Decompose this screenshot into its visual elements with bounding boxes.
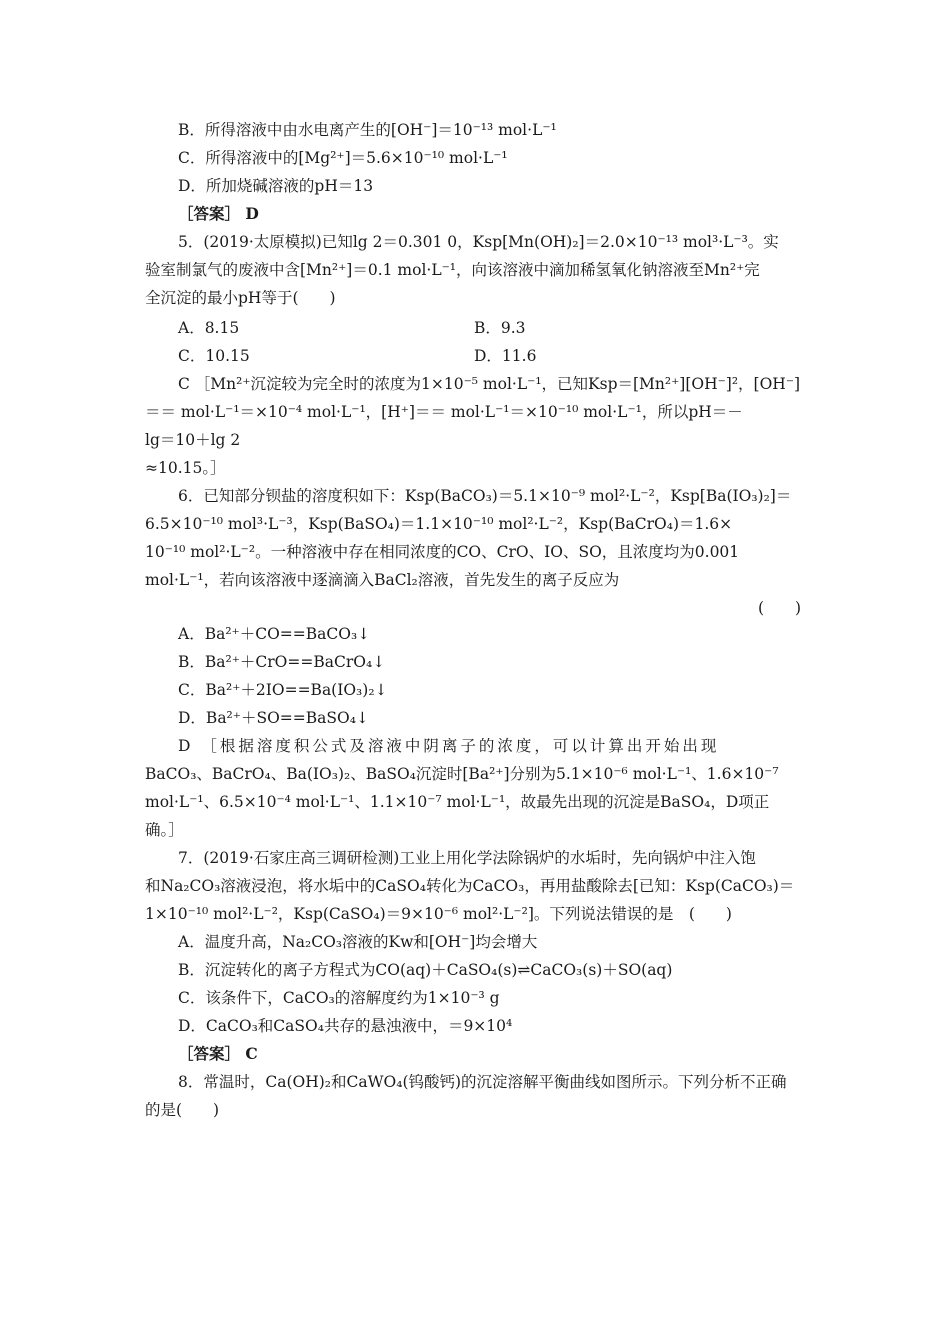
q5-stem-line-3: 全沉淀的最小pH等于( ) — [145, 289, 336, 307]
q5-stem-line-2: 验室制氯气的废液中含[Mn²⁺]＝0.1 mol·L⁻¹，向该溶液中滴加稀氢氧化钠溶液至Mn²⁺完 — [145, 261, 760, 279]
q6-explanation-line-3: mol·L⁻¹、6.5×10⁻⁴ mol·L⁻¹、1.1×10⁻⁷ mol·L⁻¹，故最先出现的沉淀是BaSO₄，D项正 — [145, 793, 770, 811]
q6-option-b: B．Ba²⁺＋CrO==BaCrO₄↓ — [178, 653, 386, 671]
q6-answer-blank: ( ) — [758, 599, 802, 617]
q6-explanation-line-4: 确。］ — [145, 821, 184, 839]
q5-explanation-line-1: C ［Mn²⁺沉淀较为完全时的浓度为1×10⁻⁵ mol·L⁻¹，已知Ksp＝[Mn²⁺][OH⁻]²，[OH⁻] — [178, 375, 801, 393]
q7-option-b: B．沉淀转化的离子方程式为CO(aq)＋CaSO₄(s)⇌CaCO₃(s)＋SO(aq) — [178, 961, 673, 979]
q6-option-a: A．Ba²⁺＋CO==BaCO₃↓ — [178, 625, 371, 643]
q8-stem-line-1: 8．常温时，Ca(OH)₂和CaWO₄(钨酸钙)的沉淀溶解平衡曲线如图所示。下列分析不正确 — [178, 1073, 787, 1091]
q5-stem-line-1: 5．(2019·太原模拟)已知lg 2＝0.301 0，Ksp[Mn(OH)₂]＝2.0×10⁻¹³ mol³·L⁻³。实 — [178, 233, 779, 251]
q6-option-c: C．Ba²⁺＋2IO==Ba(IO₃)₂↓ — [178, 681, 388, 699]
q6-stem-line-4: mol·L⁻¹，若向该溶液中逐滴滴入BaCl₂溶液，首先发生的离子反应为 — [145, 571, 620, 589]
q5-explanation-line-3: lg＝10＋lg 2 — [145, 431, 241, 449]
q5-explanation-line-2: ＝＝ mol·L⁻¹＝×10⁻⁴ mol·L⁻¹，[H⁺]＝＝ mol·L⁻¹＝×10⁻¹⁰ mol·L⁻¹，所以pH＝－ — [145, 403, 743, 421]
q6-stem-line-3: 10⁻¹⁰ mol²·L⁻²。一种溶液中存在相同浓度的CO、CrO、IO、SO，且浓度均为0.001 — [145, 543, 740, 561]
q6-explanation-line-2: BaCO₃、BaCrO₄、Ba(IO₃)₂、BaSO₄沉淀时[Ba²⁺]分别为5.1×10⁻⁶ mol·L⁻¹、1.6×10⁻⁷ — [145, 765, 779, 783]
q4-option-b: B．所得溶液中由水电离产生的[OH⁻]＝10⁻¹³ mol·L⁻¹ — [178, 121, 557, 139]
q6-stem-line-1: 6．已知部分钡盐的溶度积如下：Ksp(BaCO₃)＝5.1×10⁻⁹ mol²·L⁻²，Ksp[Ba(IO₃)₂]＝ — [178, 487, 792, 505]
q4-option-d: D．所加烧碱溶液的pH＝13 — [178, 177, 374, 195]
q6-explanation-line-1: D ［根据溶度积公式及溶液中阴离子的浓度，可以计算出开始出现 — [178, 737, 720, 755]
q8-stem-line-2: 的是( ) — [145, 1101, 220, 1119]
q7-answer: ［答案］ C — [178, 1044, 258, 1063]
q6-option-d: D．Ba²⁺＋SO==BaSO₄↓ — [178, 709, 369, 727]
q5-option-a: A．8.15 — [178, 319, 240, 337]
q7-stem-line-1: 7．(2019·石家庄高三调研检测)工业上用化学法除锅炉的水垢时，先向锅炉中注入饱 — [178, 849, 756, 867]
q5-option-c: C．10.15 — [178, 347, 250, 365]
q5-option-d: D．11.6 — [474, 347, 537, 365]
q4-answer: ［答案］ D — [178, 204, 259, 223]
q7-option-c: C．该条件下，CaCO₃的溶解度约为1×10⁻³ g — [178, 989, 500, 1007]
q7-option-a: A．温度升高，Na₂CO₃溶液的Kw和[OH⁻]均会增大 — [178, 933, 538, 951]
q4-option-c: C．所得溶液中的[Mg²⁺]＝5.6×10⁻¹⁰ mol·L⁻¹ — [178, 149, 508, 167]
q6-stem-line-2: 6.5×10⁻¹⁰ mol³·L⁻³，Ksp(BaSO₄)＝1.1×10⁻¹⁰ mol²·L⁻²，Ksp(BaCrO₄)＝1.6× — [145, 515, 733, 533]
q5-option-b: B．9.3 — [474, 319, 526, 337]
q7-option-d: D．CaCO₃和CaSO₄共存的悬浊液中，＝9×10⁴ — [178, 1017, 513, 1035]
q5-explanation-line-4: ≈10.15。］ — [145, 459, 226, 477]
q7-stem-line-3: 1×10⁻¹⁰ mol²·L⁻²，Ksp(CaSO₄)＝9×10⁻⁶ mol²·L⁻²]。下列说法错误的是 ( ) — [145, 905, 732, 923]
q7-stem-line-2: 和Na₂CO₃溶液浸泡，将水垢中的CaSO₄转化为CaCO₃，再用盐酸除去[已知：Ksp(CaCO₃)＝ — [145, 877, 795, 895]
